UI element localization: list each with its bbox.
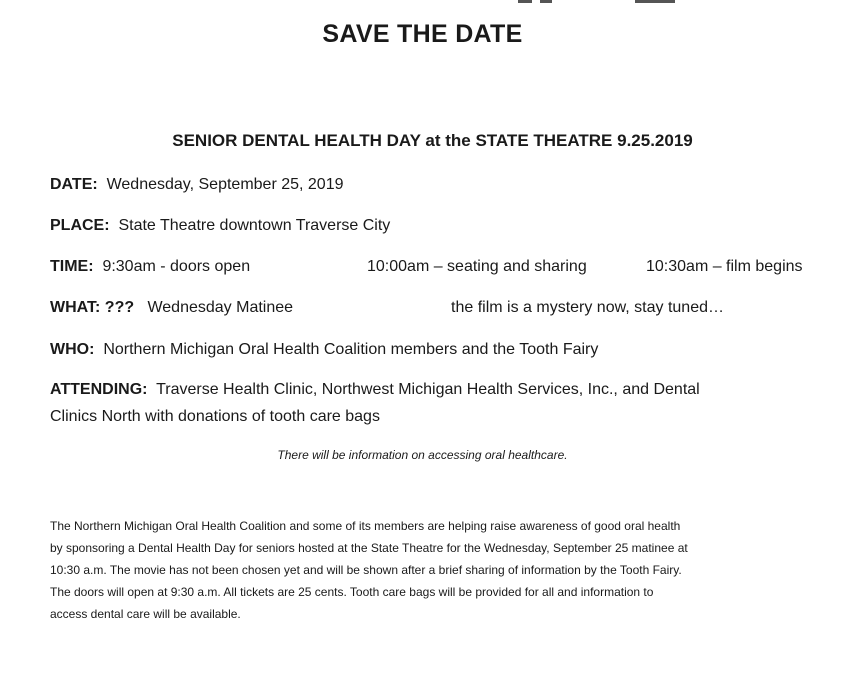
time-row (50, 258, 830, 276)
paragraph-line: 10:30 a.m. The movie has not been chosen yet and will be shown after a brief sharing of information by the Tooth Fairy. (50, 563, 682, 577)
scan-mark (540, 0, 552, 3)
what-note: the film is a mystery now, stay tuned… (451, 299, 724, 316)
date-label: DATE: (50, 176, 98, 193)
time-doors: 9:30am - doors open (102, 258, 251, 275)
page-title: SAVE THE DATE (322, 20, 523, 48)
paragraph-line: The doors will open at 9:30 a.m. All tickets are 25 cents. Tooth care bags will be provided for all and information to (50, 585, 654, 599)
attending-label: ATTENDING: (50, 381, 148, 398)
what-value: Wednesday Matinee (147, 299, 294, 316)
attending-row (50, 381, 700, 399)
event-subtitle: SENIOR DENTAL HEALTH DAY at the STATE THEATRE 9.25.2019 (172, 131, 693, 150)
place-label: PLACE: (50, 217, 110, 234)
info-note: There will be information on accessing oral healthcare. (277, 448, 568, 462)
who-row (50, 341, 598, 359)
who-label: WHO: (50, 341, 95, 358)
paragraph-line: by sponsoring a Dental Health Day for seniors hosted at the State Theatre for the Wednesday, September 25 matinee at (50, 541, 688, 555)
time-seating: 10:00am – seating and sharing (367, 258, 587, 275)
paragraph-line: access dental care will be available. (50, 607, 241, 621)
what-row (50, 299, 830, 317)
top-scan-marks (0, 0, 845, 6)
attending-line-1: Traverse Health Clinic, Northwest Michigan Health Services, Inc., and Dental (156, 381, 700, 398)
scan-mark (635, 0, 675, 3)
place-row (50, 217, 390, 235)
paragraph-line: The Northern Michigan Oral Health Coalition and some of its members are helping raise awareness of good oral health (50, 519, 681, 533)
time-label: TIME: (50, 258, 94, 275)
who-value: Northern Michigan Oral Health Coalition members and the Tooth Fairy (103, 341, 599, 358)
place-value: State Theatre downtown Traverse City (118, 217, 391, 234)
attending-row-continued (50, 408, 380, 426)
scan-mark (518, 0, 532, 3)
time-film: 10:30am – film begins (646, 258, 803, 275)
attending-line-2: Clinics North with donations of tooth care bags (50, 408, 380, 425)
date-row (50, 176, 344, 194)
date-value: Wednesday, September 25, 2019 (106, 176, 344, 193)
what-label: WHAT: ??? (50, 299, 135, 316)
